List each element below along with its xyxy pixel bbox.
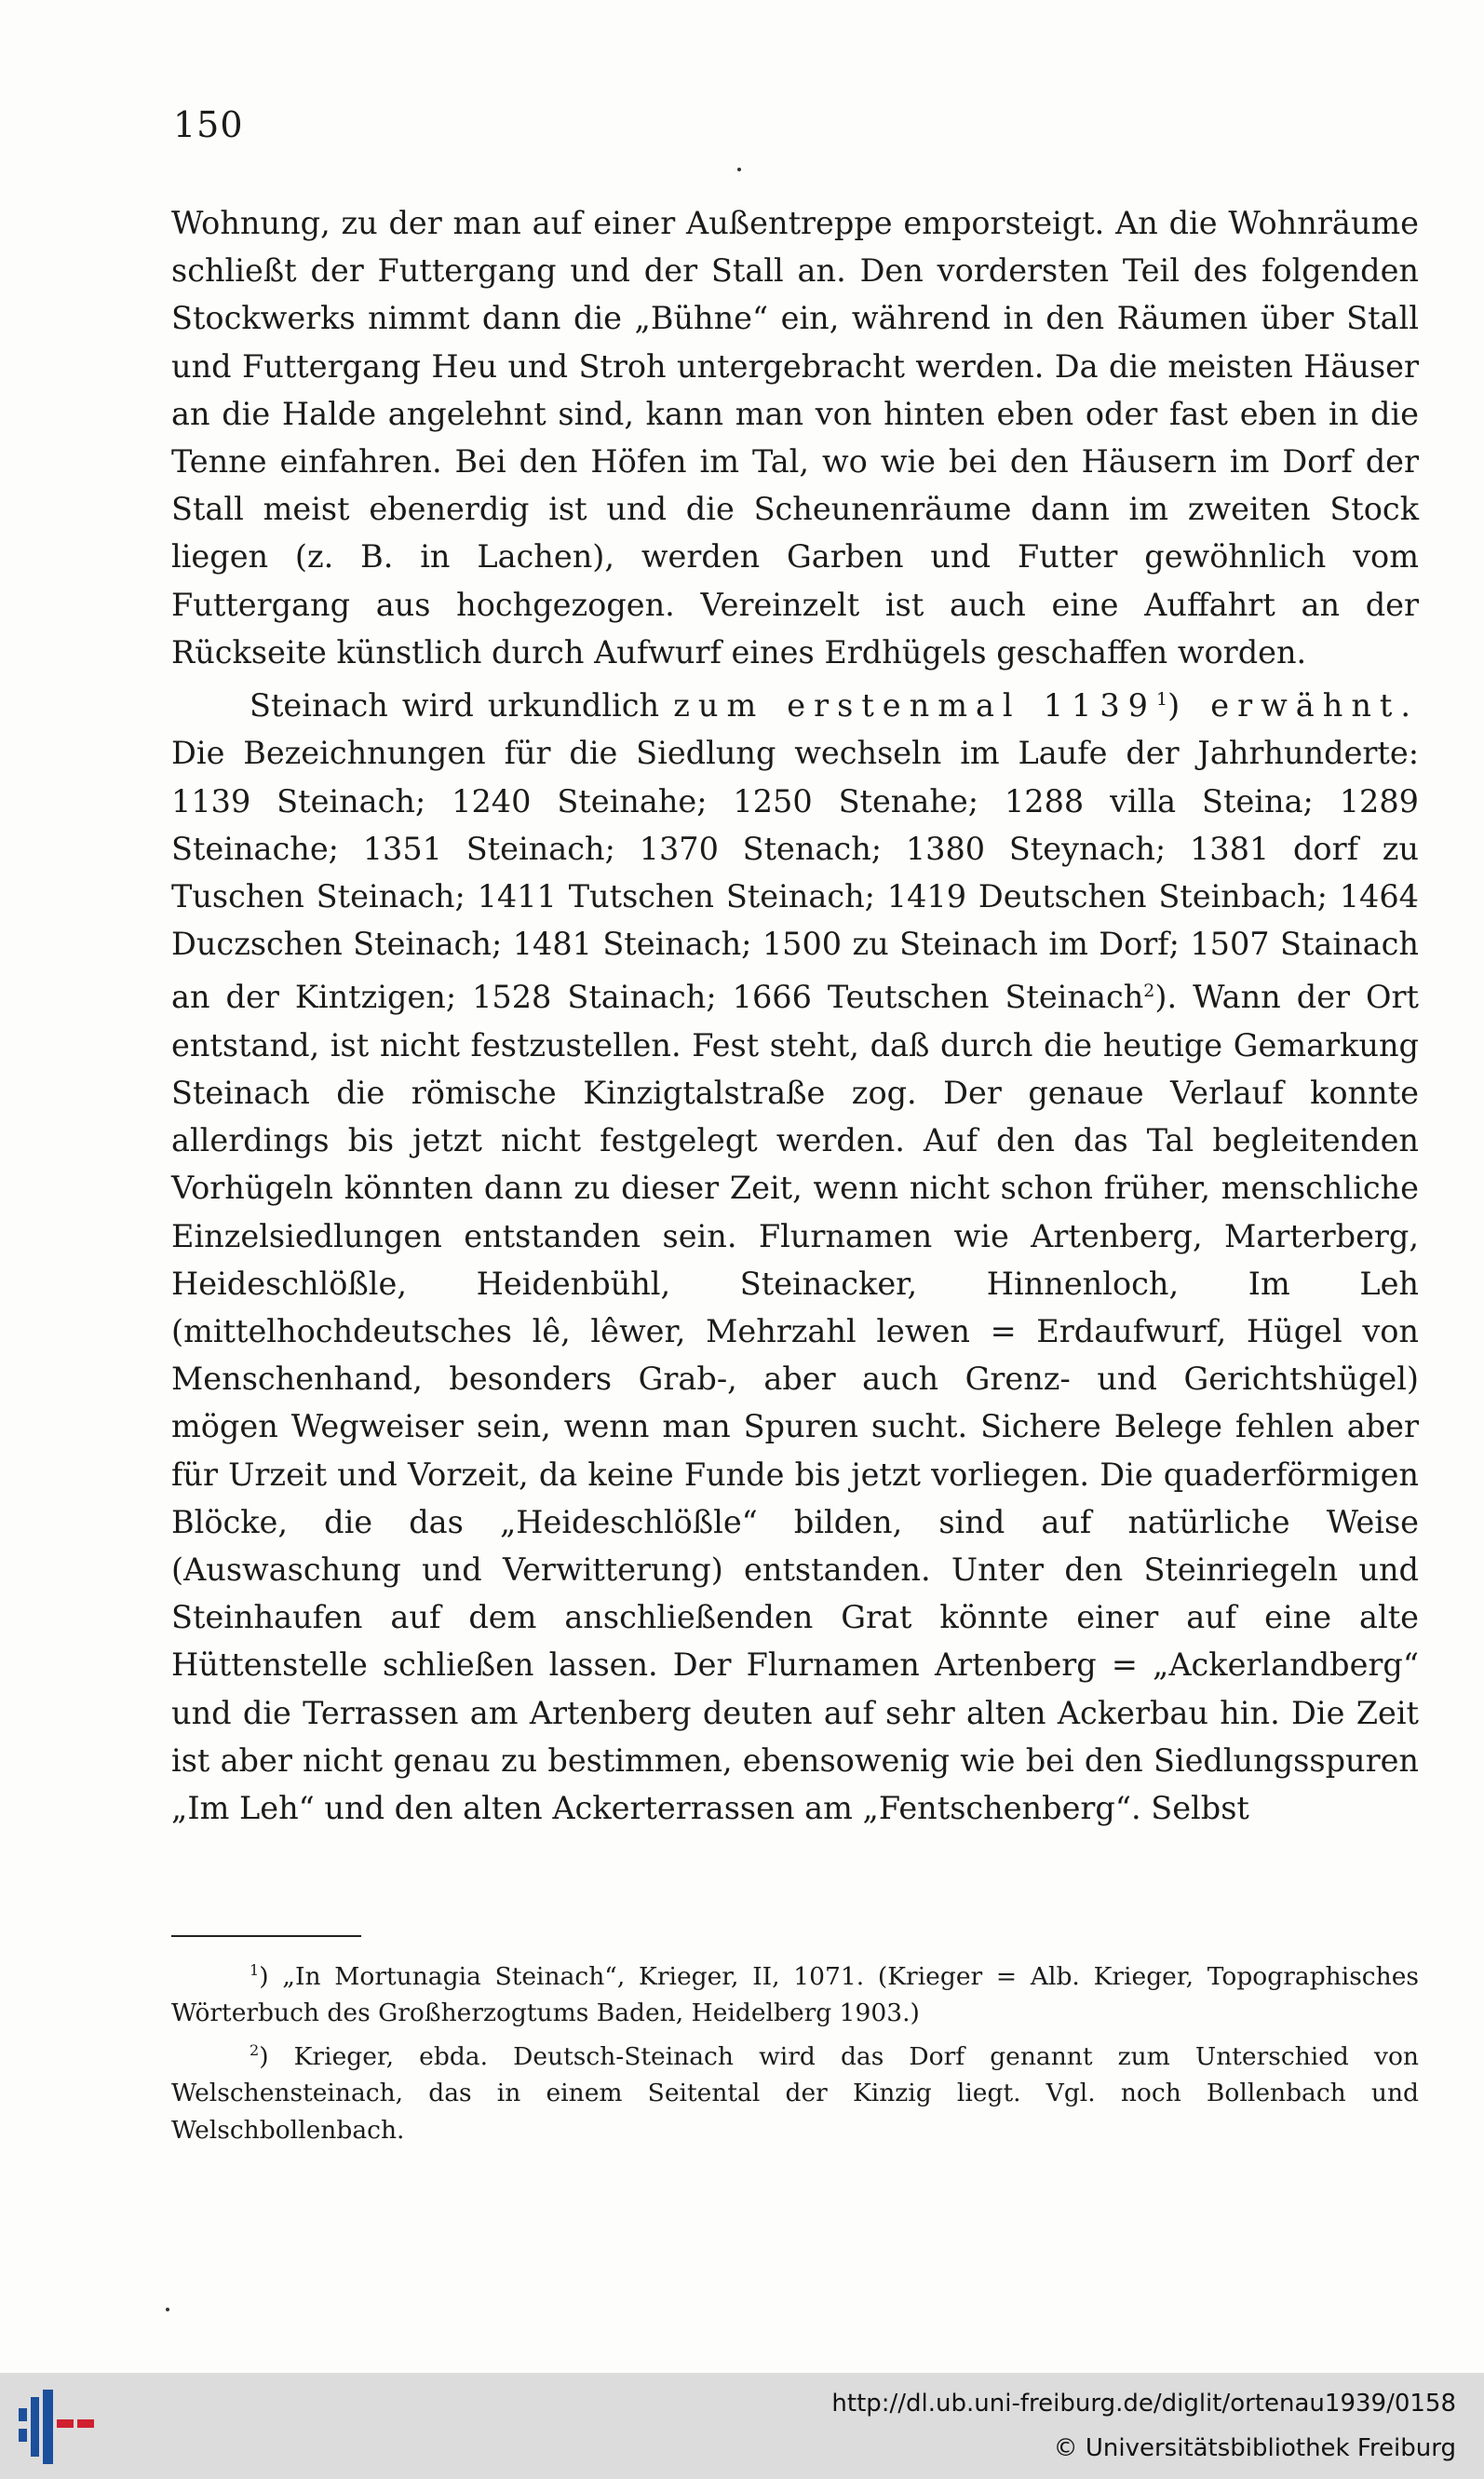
paragraph-2-lead: Steinach wird urkundlich bbox=[250, 687, 660, 725]
paragraph-2 bbox=[171, 676, 1419, 1832]
footnote-2 bbox=[171, 2032, 1419, 2148]
footnote-divider bbox=[171, 1935, 361, 1937]
footnotes bbox=[171, 1952, 1419, 2148]
paragraph-2-end: ). Wann der Ort entstand, ist nicht festzustellen. Fest steht, daß durch die heutige Gemarkung Steinach die römische Kinzigtalstraße zog. Der genaue Verlauf konnte allerdings bis jetzt nicht festgelegt werden. Auf den das Tal begleitenden Vorhügeln könnten dann zu dieser Zeit, wenn nicht schon früher, menschliche Einzelsiedlungen entstanden sein. Flurnamen wie Artenberg, Marterberg, Heideschlößle, Heidenbühl, Steinacker, Hinnenloch, Im Leh (mittelhochdeutsches lê, lêwer, Mehrzahl lewen = Erdaufwurf, Hügel von Menschenhand, besonders Grab-, aber auch Grenz- und Gerichtshügel) mögen Wegweiser sein, wenn man Spuren sucht. Sichere Belege fehlen aber für Urzeit und Vorzeit, da keine Funde bis jetzt vorliegen. Die quaderförmigen Blöcke, die das „Heideschlößle“ bilden, sind auf natürliche Weise (Auswaschung und Verwitterung) entstanden. Unter den Steinriegeln und Steinhaufen auf dem anschließenden Grat könnte einer auf eine alte Hüttenstelle schließen lassen. Der Flurnamen Artenberg = „Ackerlandberg“ und die Terrassen am Artenberg deuten auf sehr alten Ackerbau hin. Die Zeit ist aber nicht genau zu bestimmen, ebensowenig wie bei den Siedlungsspuren „Im Leh“ und den alten Ackerterrassen am „Fentschenberg“. Selbst bbox=[171, 979, 1419, 1827]
page-number: 150 bbox=[173, 104, 244, 145]
paragraph-1: Wohnung, zu der man auf einer Außentreppe emporsteigt. An die Wohnräume schließt der Futtergang und der Stall an. Den vordersten Teil des folgenden Stockwerks nimmt dann die „Bühne“ ein, während in den Räumen über Stall und Futtergang Heu und Stroh untergebracht werden. Da die meisten Häuser an die Halde angelehnt sind, kann man von hinten eben oder fast eben in die Tenne einfahren. Bei den Höfen im Tal, wo wie bei den Häusern im Dorf der Stall meist ebenerdig ist und die Scheunenräume dann im zweiten Stock liegen (z. B. in Lachen), werden Garben und Futter gewöhnlich vom Futtergang aus hochgezogen. Vereinzelt ist auch eine Auffahrt an der Rückseite künstlich durch Aufwurf eines Erdhügels geschaffen worden. bbox=[171, 205, 1419, 671]
emphasis-text-end: ) erwähnt. bbox=[1167, 687, 1420, 725]
emphasis-first-mention bbox=[673, 687, 1419, 724]
footnote-2-mark: 2 bbox=[250, 2040, 260, 2059]
footnote-1-mark: 1 bbox=[250, 1961, 260, 1979]
scan-speck bbox=[737, 168, 741, 171]
footer-bar bbox=[0, 2373, 1484, 2479]
paragraph-2-body: Die Bezeichnungen für die Siedlung wechseln im Laufe der Jahrhunderte: 1139 Steinach; 1240 Steinahe; 1250 Stenahe; 1288 villa Steina; 1289 Steinache; 1351 Steinach; 1370 Stenach; 1380 Steynach; 1381 dorf zu Tuschen Steinach; 1411 Tutschen Steinach; 1419 Deutschen Steinbach; 1464 Duczschen Steinach; 1481 Steinach; 1500 zu Steinach im Dorf; 1507 Stainach an der Kintzigen; 1528 Stainach; 1666 Teutschen Steinach bbox=[171, 735, 1419, 1016]
footnote-ref-1: 1 bbox=[1156, 689, 1168, 711]
footnote-1 bbox=[171, 1952, 1419, 2032]
copyright-notice: © Universitätsbibliothek Freiburg bbox=[1053, 2434, 1456, 2462]
source-url-link[interactable]: http://dl.ub.uni-freiburg.de/diglit/ortenau1939/0158 bbox=[831, 2390, 1456, 2418]
scan-speck bbox=[166, 2308, 169, 2311]
footnote-ref-2: 2 bbox=[1143, 981, 1155, 1002]
ub-freiburg-logo-icon bbox=[7, 2380, 101, 2473]
footnote-1-text: ) „In Mortunagia Steinach“, Krieger, II, 1071. (Krieger = Alb. Krieger, Topographisches Wörterbuch des Großherzogtums Baden, Heidelberg 1903.) bbox=[171, 1961, 1419, 2028]
emphasis-text: zum erstenmal 1139 bbox=[673, 687, 1156, 725]
footnote-2-text: ) Krieger, ebda. Deutsch-Steinach wird das Dorf genannt zum Unterschied von Welschensteinach, das in einem Seitental der Kinzig liegt. Vgl. noch Bollenbach und Welschbollenbach. bbox=[171, 2041, 1419, 2145]
body-text bbox=[171, 199, 1419, 1832]
